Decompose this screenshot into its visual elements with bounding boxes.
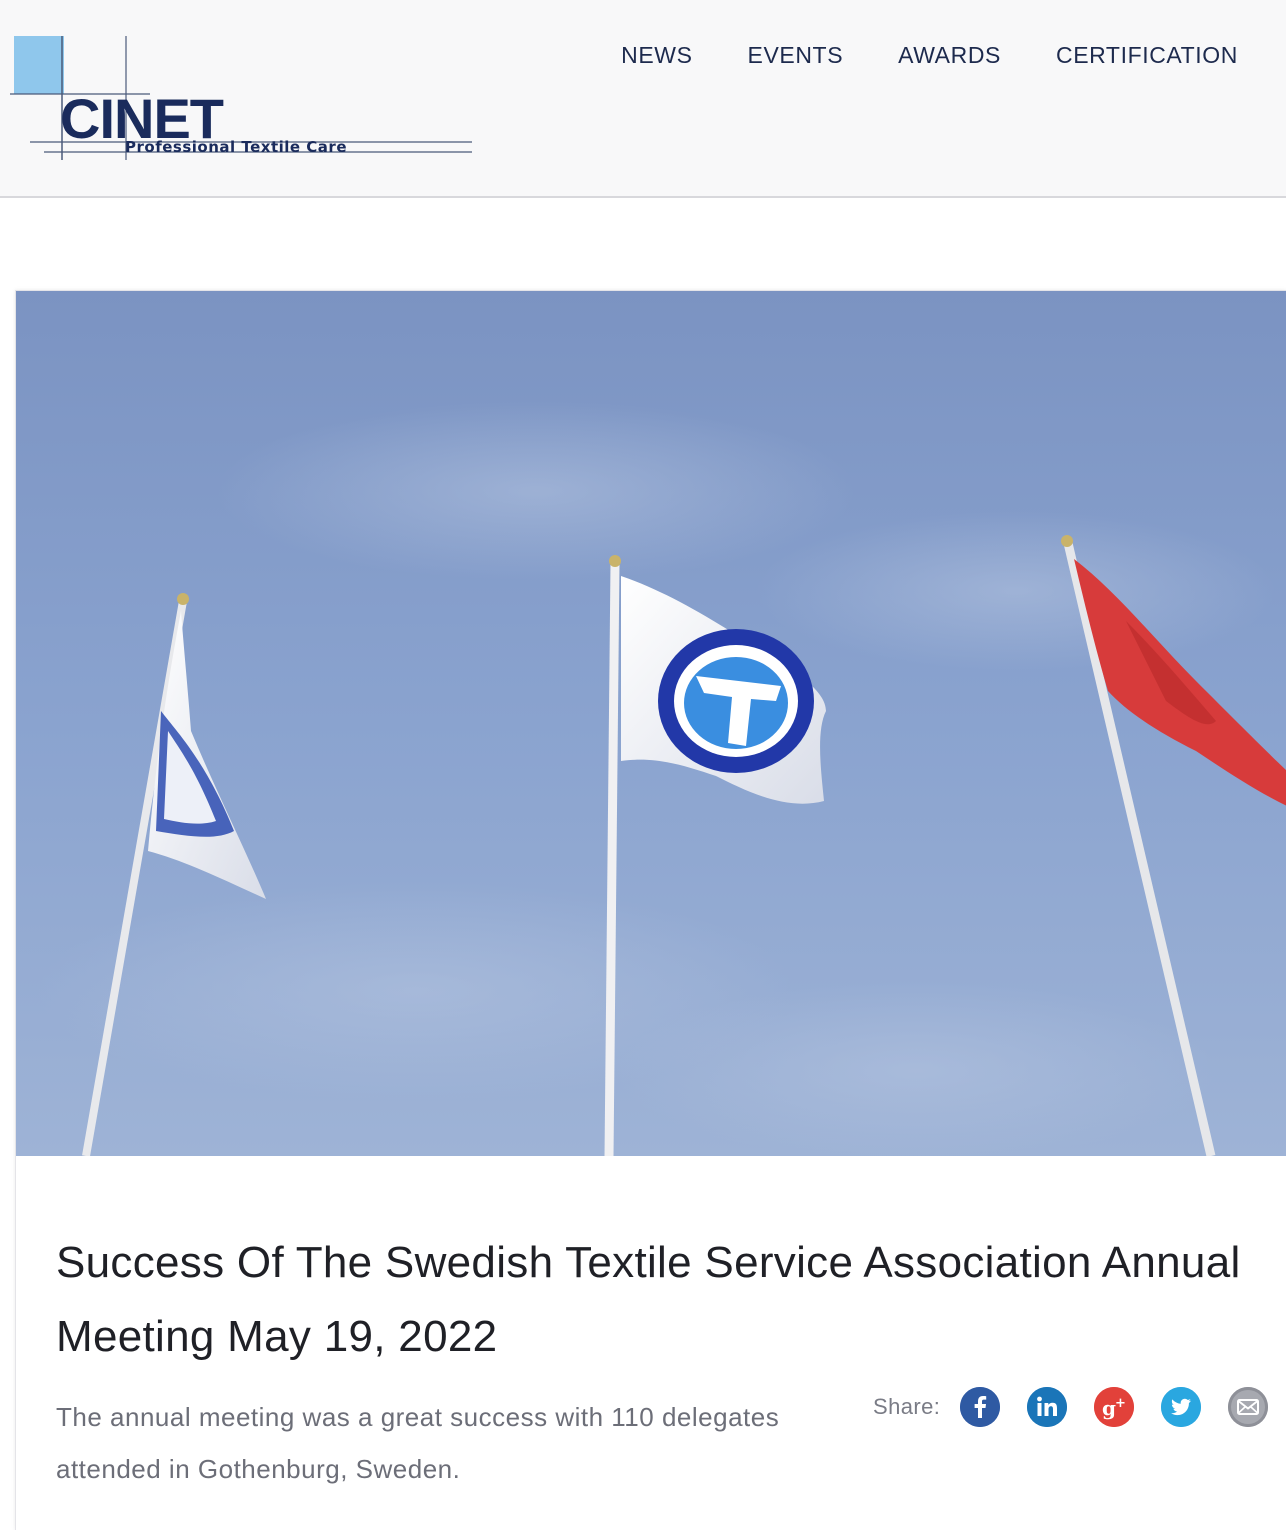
linkedin-share-button[interactable] — [1027, 1387, 1067, 1427]
google-plus-icon — [1094, 1387, 1134, 1427]
svg-text:+: + — [1115, 1396, 1127, 1411]
twitter-icon — [1161, 1387, 1201, 1427]
site-header — [0, 0, 1286, 198]
article-card[interactable] — [15, 290, 1286, 1530]
logo-tagline: Professional Textile Care — [125, 138, 348, 156]
email-icon — [1228, 1387, 1268, 1427]
google-plus-share-button[interactable] — [1094, 1387, 1134, 1427]
article-title[interactable]: Success Of The Swedish Textile Service Association Annual Meeting May 19, 2022 — [56, 1238, 1241, 1361]
share-bar — [873, 1387, 1268, 1427]
svg-text:g: g — [1102, 1396, 1117, 1420]
hero-image — [16, 291, 1286, 1156]
nav-certification[interactable]: CERTIFICATION — [1055, 42, 1238, 68]
article-description: The annual meeting was a great success with 110 delegates attended in Gothenburg, Sweden. — [56, 1402, 780, 1484]
nav-events[interactable]: EVENTS — [747, 42, 844, 68]
nav-news[interactable]: NEWS — [621, 42, 693, 68]
flags-photo-icon — [16, 291, 1286, 1156]
twitter-share-button[interactable] — [1161, 1387, 1201, 1427]
facebook-icon — [960, 1387, 1000, 1427]
share-label: Share: — [873, 1394, 941, 1419]
main-nav — [566, 38, 1238, 72]
nav-awards[interactable]: AWARDS — [898, 42, 1001, 68]
linkedin-icon — [1027, 1387, 1067, 1427]
email-share-button[interactable] — [1228, 1387, 1268, 1427]
logo-wordmark: CINET — [60, 87, 223, 150]
facebook-share-button[interactable] — [960, 1387, 1000, 1427]
cinet-logo[interactable] — [10, 30, 480, 170]
